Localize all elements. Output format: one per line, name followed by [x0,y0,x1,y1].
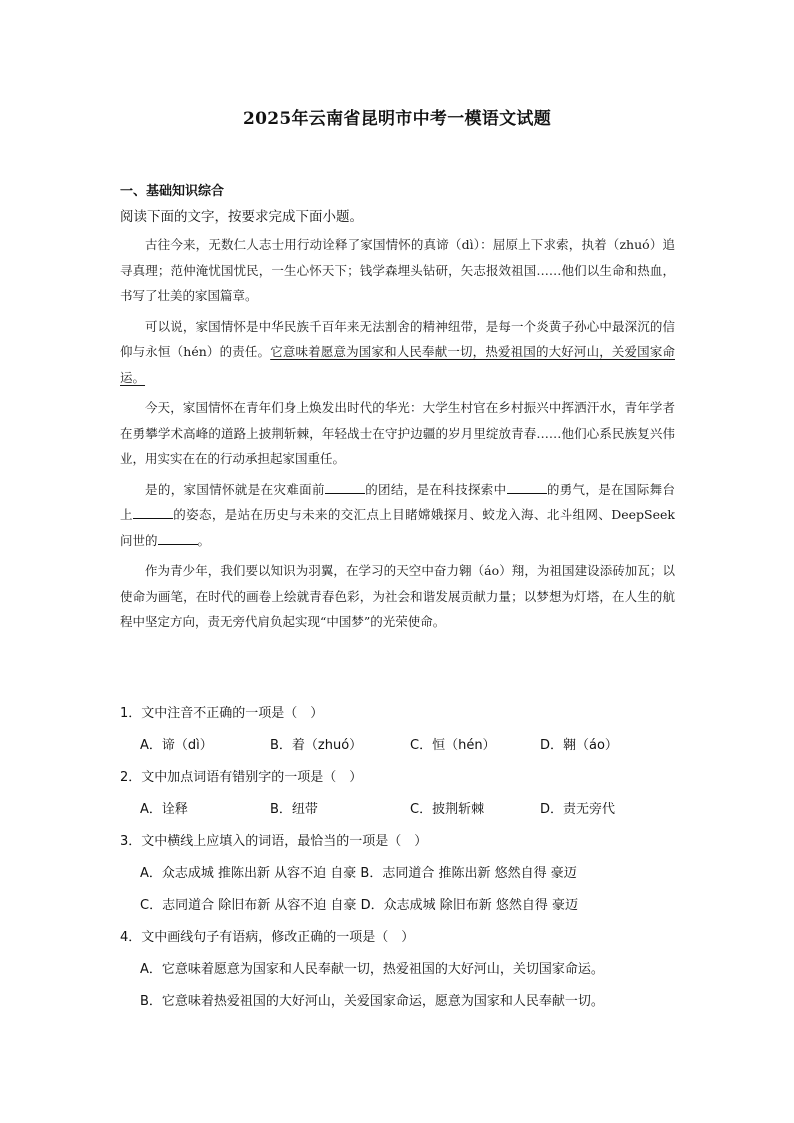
question-stem: 1．文中注音不正确的一项是（ ） [120,706,324,721]
passage-paragraph-4 [120,477,675,554]
passage-paragraph-3: 今天，家国情怀在青年们身上焕发出时代的华光：大学生村官在乡村振兴中挥洒汗水，青年学者在勇攀学术高峰的道路上披荆斩棘，年轻战士在守护边疆的岁月里绽放青春……他们心系民族复兴伟业，用实实在在的行动承担起家国重任。 [120,400,675,466]
option-c[interactable]: C．披荆斩棘 [410,802,485,817]
passage-paragraph-5: 作为青少年，我们要以知识为羽翼，在学习的天空中奋力翱（áo）翔，为祖国建设添砖加瓦；以使命为画笔，在时代的画卷上绘就青春色彩，为社会和谐发展贡献力量；以梦想为灯塔，在人生的航程中坚定方向，责无旁代肩负起实现“中国梦”的光荣使命。 [120,563,675,629]
option-b[interactable]: B．着（zhuó） [270,738,363,753]
fill-blank-3[interactable] [133,504,173,519]
passage-paragraph-1: 古往今来，无数仁人志士用行动诠释了家国情怀的真谛（dì）：屈原上下求索，执着（zhuó）追寻真理；范仲淹忧国忧民，一生心怀天下；钱学森埋头钻研，矢志报效祖国……他们以生命和热血，书写了壮美的家国篇章。 [120,237,675,303]
question-stem: 4．文中画线句子有语病，修改正确的一项是（ ） [120,930,415,945]
passage-p4-text-b: 的团结，是在科技探索中 [364,481,507,497]
reading-passage [120,232,675,640]
option-c[interactable]: C．恒（hén） [410,738,496,753]
option-d[interactable]: D．翱（áo） [540,738,618,753]
passage-paragraph-2 [120,314,675,391]
option-row [140,800,680,820]
section-heading: 一、基础知识综合 [120,184,225,199]
question-2 [120,768,680,820]
passage-p4-text-c: 的勇气，是在国际舞台上 [120,481,675,522]
fill-blank-2[interactable] [507,479,547,494]
option-d[interactable]: D．责无旁代 [540,802,616,817]
passage-p4-text-e: 。 [197,532,211,548]
fill-blank-4[interactable] [158,530,198,545]
option-b[interactable]: B．纽带 [270,802,318,817]
question-1 [120,704,680,756]
question-stem: 2．文中加点词语有错别字的一项是（ ） [120,770,363,785]
passage-p2-text: 可以说，家国情怀是中华民族千百年来无法割舍的精神纽带，是每一个炎黄子孙心中最深沉的信仰与永恒（hén）的责任。 [120,318,675,359]
passage-p4-text-a: 是的，家国情怀就是在灾难面前 [145,481,325,497]
question-4 [120,928,680,1012]
option-b[interactable]: B．它意味着热爱祖国的大好河山，关爱国家命运，愿意为国家和人民奉献一切。 [140,994,604,1009]
option-line-ab[interactable]: A．众志成城 推陈出新 从容不迫 自豪 B．志同道合 推陈出新 悠然自得 豪迈 [140,866,577,881]
passage-p4-text-d: 的姿态，是站在历史与未来的交汇点上目睹嫦娥探月、蛟龙入海、北斗组网、DeepSeek 问世的 [120,507,675,548]
question-list [120,704,680,1024]
option-line-cd[interactable]: C．志同道合 除旧布新 从容不迫 自豪 D．众志成城 除旧布新 悠然自得 豪迈 [140,898,579,913]
option-a[interactable]: A．诠释 [140,802,188,817]
page-title: 2025年云南省昆明市中考一模语文试题 [242,109,551,129]
option-row [140,736,680,756]
fill-blank-1[interactable] [325,479,365,494]
underlined-sentence: 它意味着愿意为国家和人民奉献一切，热爱祖国的大好河山，关爱国家命运。 [120,344,675,385]
question-stem: 3．文中横线上应填入的词语，最恰当的一项是（ ） [120,834,428,849]
instruction-text: 阅读下面的文字，按要求完成下面小题。 [120,209,363,225]
option-a[interactable]: A．谛（dì） [140,738,213,753]
option-a[interactable]: A．它意味着愿意为国家和人民奉献一切，热爱祖国的大好河山，关切国家命运。 [140,962,604,977]
question-3 [120,832,680,916]
